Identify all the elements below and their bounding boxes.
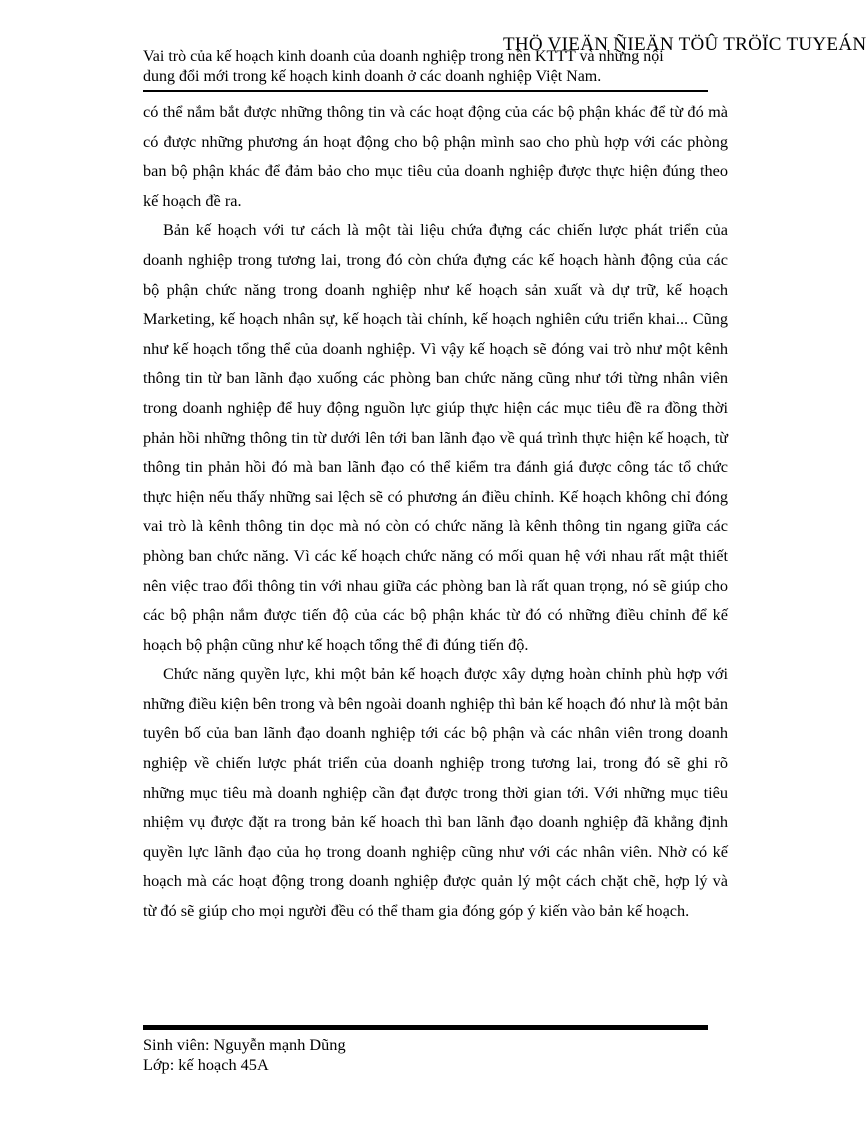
document-body bbox=[143, 97, 728, 926]
header-line-1: Vai trò của kế hoạch kinh doanh của doanh nghiệp trong nền KTTT và những nội bbox=[143, 48, 664, 65]
paragraph-3: Chức năng quyền lực, khi một bản kế hoạch được xây dựng hoàn chỉnh phù hợp với những điều kiện bên trong và bên ngoài doanh nghiệp thì bản kế hoạch đó như là một bản tuyên bố của ban lãnh đạo doanh nghiệp tới các bộ phận và các nhân viên trong doanh nghiệp về chiến lược phát triển của doanh nghiệp trong tương lai, trong đó sẽ ghi rõ những mục tiêu mà doanh nghiệp cần đạt được trong thời gian tới. Với những mục tiêu nhiệm vụ được đặt ra trong bản kế hoach thì ban lãnh đạo doanh nghiệp đã khẳng định quyền lực lãnh đạo của họ trong doanh nghiệp cũng như với các nhân viên. Nhờ có kế hoạch mà các hoạt động trong doanh nghiệp được quản lý một cách chặt chẽ, hợp lý và từ đó sẽ giúp cho mọi người đều có thể tham gia đóng góp ý kiến vào bản kế hoạch. bbox=[143, 664, 728, 921]
watermark-text: THÖ VIEÄN ÑIEÄN TÖÛ TRÖÏC TUYEÁN bbox=[503, 34, 866, 55]
footer-divider bbox=[143, 1025, 708, 1030]
header-divider bbox=[143, 90, 708, 92]
paragraph-1: có thể nắm bắt được những thông tin và các hoạt động của các bộ phận khác để từ đó mà có được những phương án hoạt động cho bộ phận mình sao cho phù hợp với các phòng ban bộ phận khác để đảm bảo cho mục tiêu của doanh nghiệp được thực hiện đúng theo kế hoạch đề ra. bbox=[143, 102, 728, 210]
header-line-2: dung đổi mới trong kế hoạch kinh doanh ở các doanh nghiệp Việt Nam. bbox=[143, 68, 602, 85]
page-footer bbox=[143, 1035, 346, 1075]
footer-student: Sinh viên: Nguyễn mạnh Dũng bbox=[143, 1035, 346, 1054]
paragraph-2: Bản kế hoạch với tư cách là một tài liệu chứa đựng các chiến lược phát triển của doanh nghiệp trong tương lai, trong đó còn chứa đựng các kế hoạch hành động của các bộ phận chức năng trong doanh nghiệp như kế hoạch sản xuất và dự trữ, kế hoạch Marketing, kế hoạch nhân sự, kế hoạch tài chính, kế hoạch nghiên cứu triển khai... Cũng như kế hoạch tổng thể của doanh nghiệp. Vì vậy kế hoạch sẽ đóng vai trò như một kênh thông tin từ ban lãnh đạo xuống các phòng ban chức năng cũng như tới từng nhân viên trong doanh nghiệp để huy động nguồn lực giúp thực hiện các mục tiêu đề ra đồng thời phản hồi những thông tin từ dưới lên tới ban lãnh đạo về quá trình thực hiện kế hoạch, từ thông tin phản hồi đó mà ban lãnh đạo có thể kiểm tra đánh giá được công tác tổ chức thực hiện nếu thấy những sai lệch sẽ có phương án điều chỉnh. Kế hoạch không chỉ đóng vai trò là kênh thông tin dọc mà nó còn có chức năng là kênh thông tin ngang giữa các phòng ban chức năng. Vì các kế hoạch chức năng có mối quan hệ với nhau rất mật thiết nên việc trao đổi thông tin với nhau giữa các phòng ban là rất quan trọng, nó sẽ giúp cho các bộ phận nắm được tiến độ của các bộ phận khác từ đó có những điều chỉnh để kế hoạch bộ phận cũng như kế hoạch tổng thể đi đúng tiến độ. bbox=[143, 220, 728, 654]
page-header bbox=[143, 47, 733, 87]
footer-class: Lớp: kế hoạch 45A bbox=[143, 1055, 269, 1074]
